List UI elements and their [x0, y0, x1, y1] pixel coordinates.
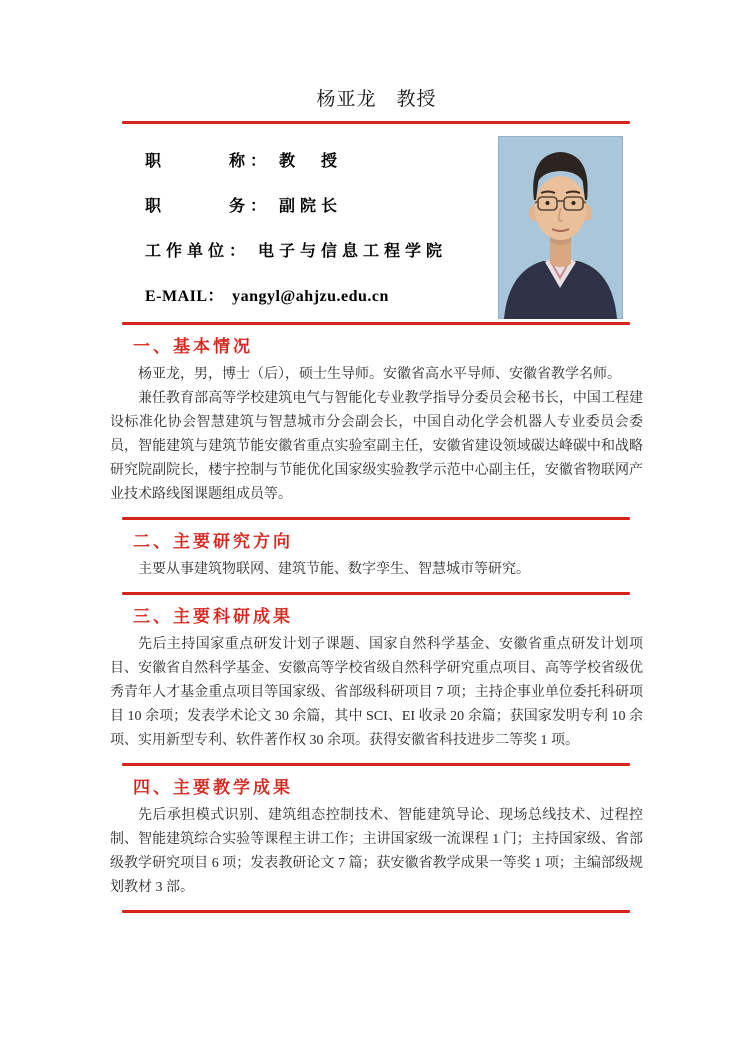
section-paragraph: 兼任教育部高等学校建筑电气与智能化专业教学指导分委员会秘书长，中国工程建设标准化协会智慧建筑与智慧城市分会副会长，中国自动化学会机器人专业委员会委员，智能建筑与建筑节能安徽省重点实验室副主任，安徽省建设领域碳达峰碳中和战略研究院副院长，楼宇控制与节能优化国家级实验教学示范中心副主任，安徽省物联网产业技术路线图课题组成员等。	[110, 391, 643, 502]
section-paragraph: 杨亚龙，男，博士（后），硕士生导师。安徽省高水平导师、安徽省教学名师。	[138, 367, 621, 382]
section-heading: 二、主要研究方向	[133, 532, 293, 551]
red-divider-bottom	[122, 910, 630, 913]
field-value: 副院长	[279, 198, 343, 215]
section-research-directions	[110, 517, 643, 592]
field-row-workunit	[145, 242, 498, 262]
profile-photo	[498, 136, 623, 319]
section-paragraph: 主要从事建筑物联网、建筑节能、数字孪生、智慧城市等研究。	[138, 562, 530, 577]
field-row-title	[145, 152, 498, 172]
section-heading: 一、基本情况	[133, 337, 253, 356]
field-row-position	[145, 197, 498, 217]
red-divider	[122, 592, 630, 595]
red-divider	[122, 763, 630, 766]
section-heading: 四、主要教学成果	[133, 778, 293, 797]
red-divider	[122, 322, 630, 325]
section-paragraph: 先后主持国家重点研发计划子课题、国家自然科学基金、安徽省重点研发计划项目、安徽省自然科学基金、安徽高等学校省级自然科学研究重点项目、高等学校省级优秀青年人才基金重点项目等国家级、省部级科研项目 7 项；主持企事业单位委托科研项目 10 余项；发表学术论文 30 余篇，其中 SCI、EI 收录 20 余篇；获国家发明专利 10 余项、实用新型专利、软件著作权 30 余项。获得安徽省科技进步二等奖 1 项。	[110, 637, 643, 748]
field-value: 电子与信息工程学院	[258, 243, 448, 260]
red-divider-title	[122, 121, 630, 124]
section-paragraph: 先后承担模式识别、建筑组态控制技术、智能建筑导论、现场总线技术、过程控制、智能建筑综合实验等课程主讲工作；主讲国家级一流课程 1 门；主持国家级、省部级教学研究项目 6 项；发表教研论文 7 篇；获安徽省教学成果一等奖 1 项；主编部级规划教材 3 部。	[110, 808, 643, 895]
page-title: 杨亚龙 教授	[316, 89, 437, 110]
field-row-email	[145, 287, 498, 307]
profile-info-block	[110, 136, 643, 322]
field-label: 职 称：	[145, 153, 272, 170]
field-label: 工作单位：	[145, 243, 251, 260]
field-value: 教 授	[279, 153, 343, 170]
section-research-achievements	[110, 592, 643, 763]
field-label: 职 务：	[145, 198, 272, 215]
section-heading: 三、主要科研成果	[133, 607, 293, 626]
section-teaching-achievements	[110, 763, 643, 910]
section-basic-info	[110, 322, 643, 517]
field-label: E-MAIL：	[145, 288, 225, 305]
email-value: yangyl@ahjzu.edu.cn	[232, 288, 389, 305]
portrait-photo-icon	[498, 136, 623, 319]
profile-fields	[110, 136, 498, 322]
red-divider	[122, 517, 630, 520]
